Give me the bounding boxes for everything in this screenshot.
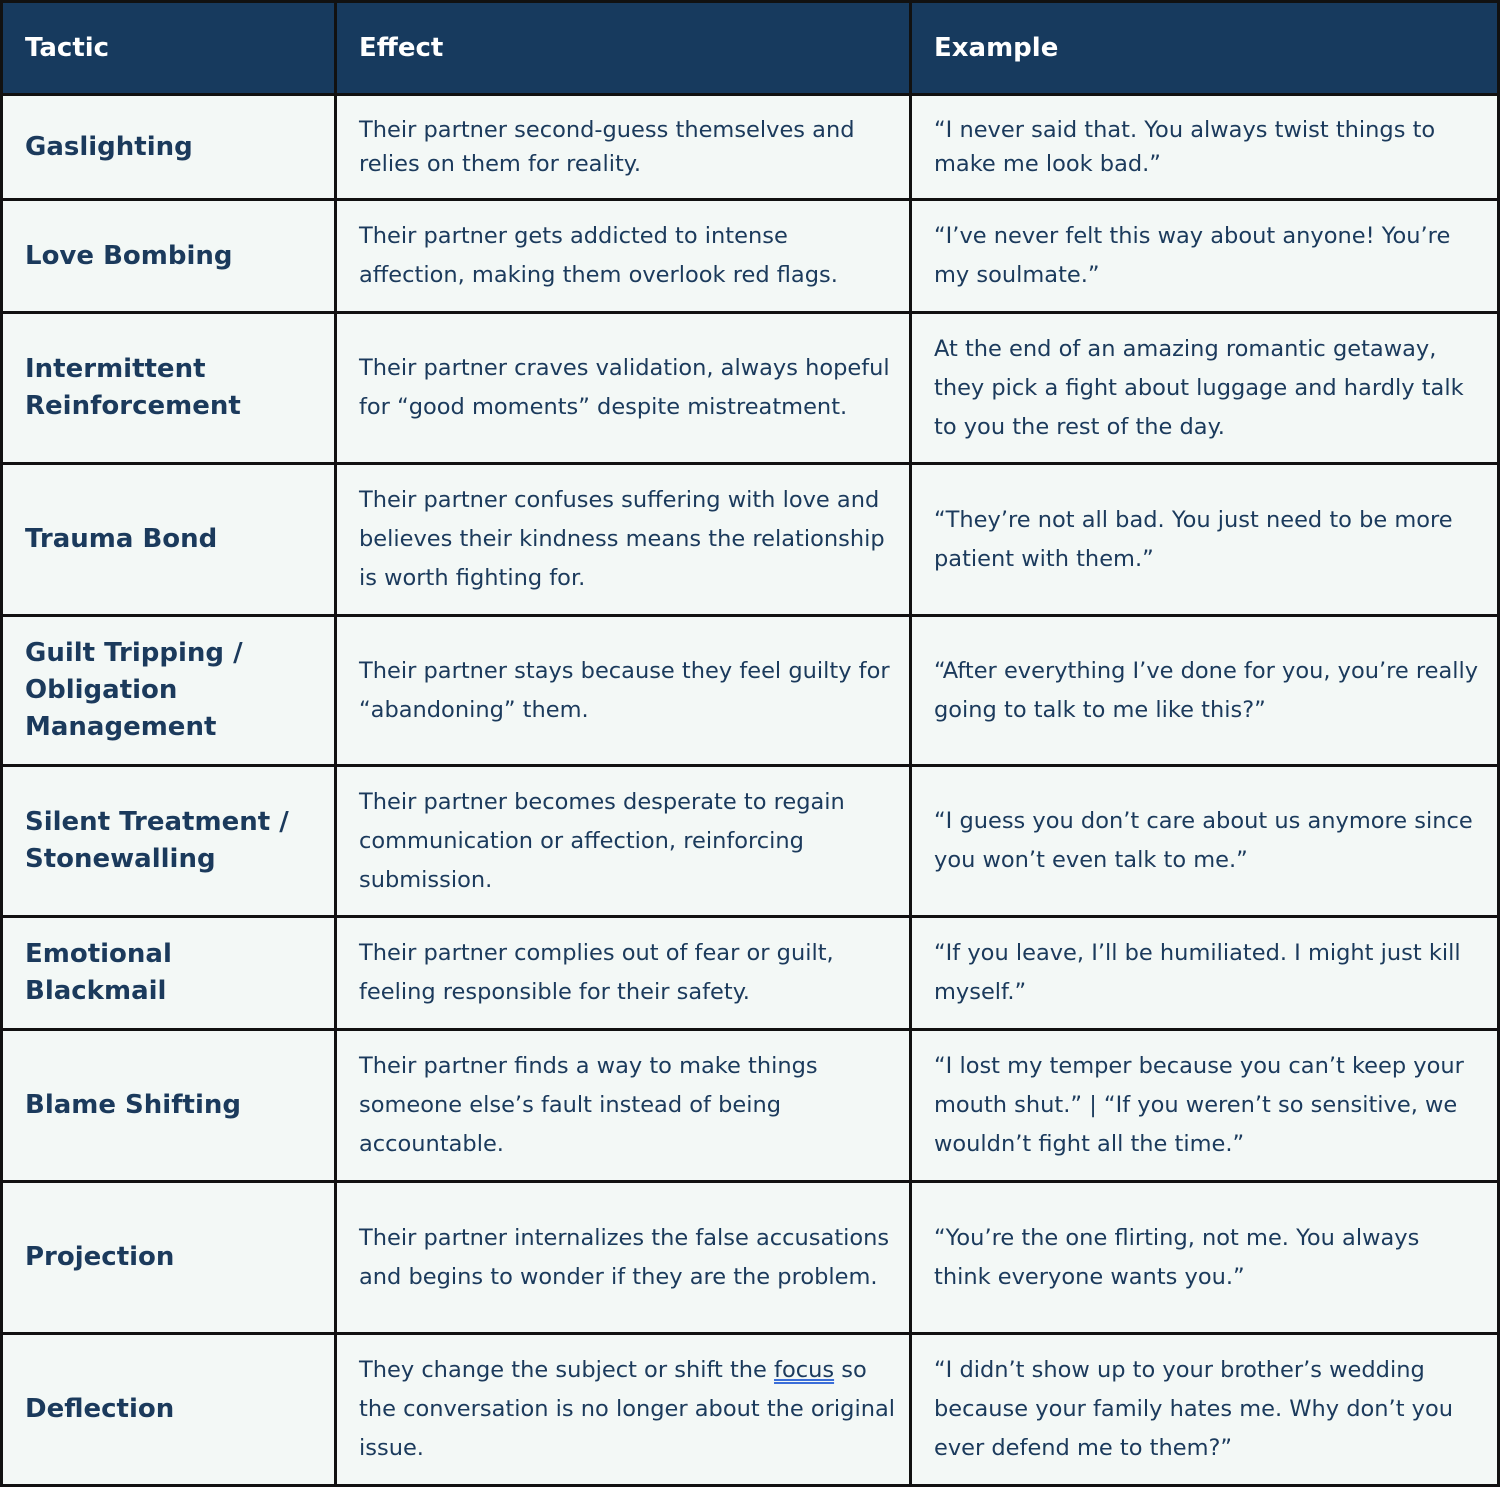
effect-cell: Their partner craves validation, always hopeful for “good moments” despite mistreatment. xyxy=(336,313,911,464)
effect-cell: Their partner stays because they feel guilty for “abandoning” them. xyxy=(336,616,911,766)
header-row xyxy=(2,2,1499,95)
effect-cell: Their partner finds a way to make things someone else’s fault instead of being accountable. xyxy=(336,1030,911,1182)
tactic-cell: Trauma Bond xyxy=(2,464,336,616)
tactic-cell: Guilt Tripping / Obligation Management xyxy=(2,616,336,766)
example-cell: “I guess you don’t care about us anymore since you won’t even talk to me.” xyxy=(911,766,1499,917)
table-row xyxy=(2,766,1499,917)
effect-cell: Their partner internalizes the false accusations and begins to wonder if they are the problem. xyxy=(336,1182,911,1334)
example-cell: “I lost my temper because you can’t keep your mouth shut.” | “If you weren’t so sensitive, we wouldn’t fight all the time.” xyxy=(911,1030,1499,1182)
example-cell: “I didn’t show up to your brother’s wedding because your family hates me. Why don’t you ever defend me to them?” xyxy=(911,1334,1499,1486)
example-cell: At the end of an amazing romantic getaway, they pick a fight about luggage and hardly talk to you the rest of the day. xyxy=(911,313,1499,464)
table-row xyxy=(2,1182,1499,1334)
effect-text: They change the subject or shift the xyxy=(359,1357,775,1383)
tactic-cell: Projection xyxy=(2,1182,336,1334)
example-cell: “I never said that. You always twist things to make me look bad.” xyxy=(911,95,1499,200)
effect-cell: Their partner confuses suffering with love and believes their kindness means the relationship is worth fighting for. xyxy=(336,464,911,616)
tactic-cell: Silent Treatment / Stonewalling xyxy=(2,766,336,917)
tactic-cell: Love Bombing xyxy=(2,200,336,313)
effect-cell: Their partner complies out of fear or guilt, feeling responsible for their safety. xyxy=(336,917,911,1030)
table-row xyxy=(2,917,1499,1030)
tactic-cell: Emotional Blackmail xyxy=(2,917,336,1030)
example-cell: “You’re the one flirting, not me. You always think everyone wants you.” xyxy=(911,1182,1499,1334)
effect-cell: Their partner becomes desperate to regain communication or affection, reinforcing submission. xyxy=(336,766,911,917)
table-row xyxy=(2,464,1499,616)
focus-underlined-word: focus xyxy=(774,1357,835,1383)
example-cell: “After everything I’ve done for you, you’re really going to talk to me like this?” xyxy=(911,616,1499,766)
example-cell: “I’ve never felt this way about anyone! You’re my soulmate.” xyxy=(911,200,1499,313)
tactic-cell: Blame Shifting xyxy=(2,1030,336,1182)
tactic-cell: Intermittent Reinforcement xyxy=(2,313,336,464)
table-row xyxy=(2,95,1499,200)
table-row xyxy=(2,1334,1499,1486)
table-row xyxy=(2,313,1499,464)
table-row xyxy=(2,1030,1499,1182)
table-row xyxy=(2,616,1499,766)
example-cell: “They’re not all bad. You just need to be more patient with them.” xyxy=(911,464,1499,616)
tactic-cell: Gaslighting xyxy=(2,95,336,200)
tactic-cell: Deflection xyxy=(2,1334,336,1486)
header-example: Example xyxy=(911,2,1499,95)
effect-cell: Their partner second-guess themselves and relies on them for reality. xyxy=(336,95,911,200)
header-effect: Effect xyxy=(336,2,911,95)
effect-cell xyxy=(336,1334,911,1486)
header-tactic: Tactic xyxy=(2,2,336,95)
effect-text: so the conversation is no longer about the original issue. xyxy=(359,1357,896,1461)
effect-cell: Their partner gets addicted to intense affection, making them overlook red flags. xyxy=(336,200,911,313)
example-cell: “If you leave, I’ll be humiliated. I might just kill myself.” xyxy=(911,917,1499,1030)
table-row xyxy=(2,200,1499,313)
